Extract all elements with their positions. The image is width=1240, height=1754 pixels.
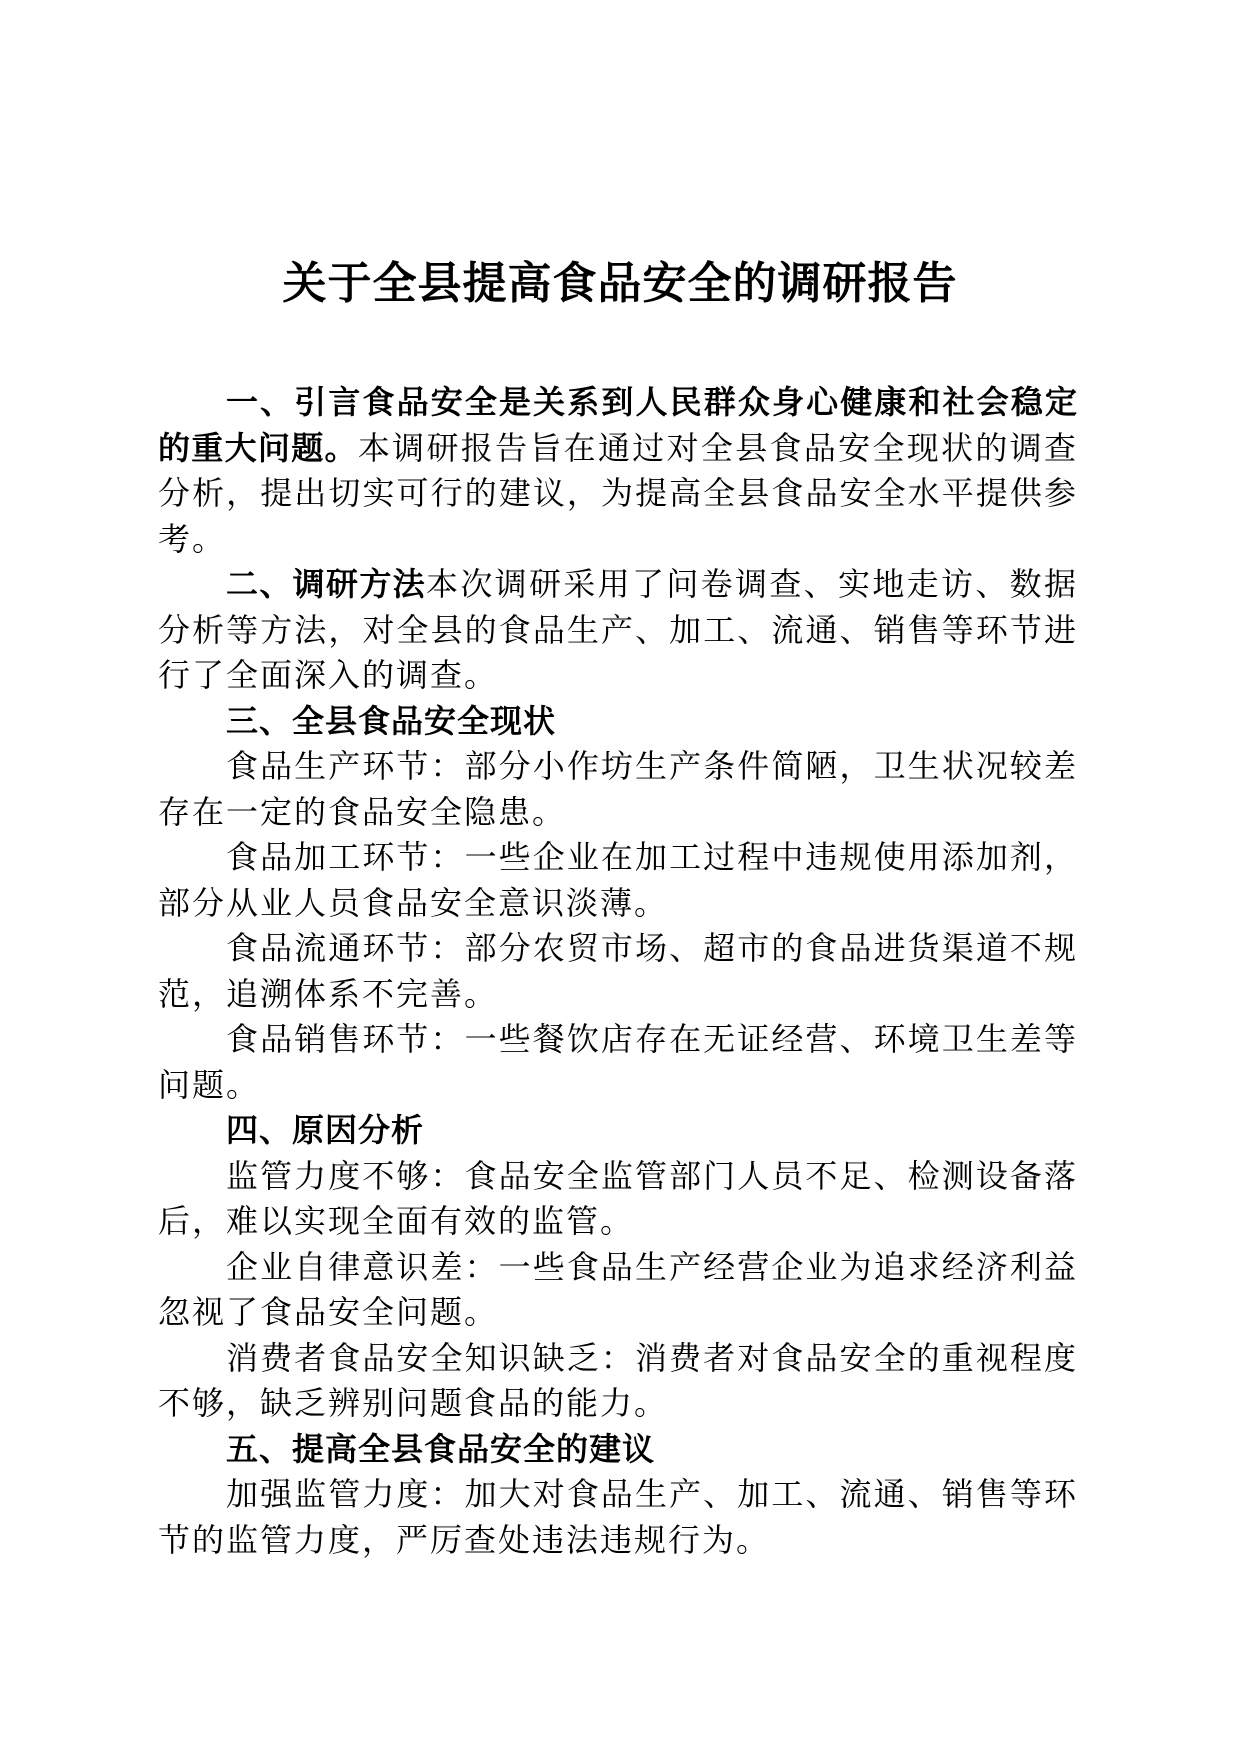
section-4-paragraph-1: 监管力度不够：食品安全监管部门人员不足、检测设备落后，难以实现全面有效的监管。 — [158, 1156, 1078, 1240]
section-3-paragraph-4: 食品销售环节：一些餐饮店存在无证经营、环境卫生差等问题。 — [158, 1020, 1078, 1104]
section-4-paragraph-2: 企业自律意识差：一些食品生产经营企业为追求经济利益忽视了食品安全问题。 — [158, 1247, 1078, 1331]
document-body — [158, 380, 1078, 1563]
section-2-heading: 二、调研方法 — [226, 565, 426, 603]
section-3-paragraph-2: 食品加工环节：一些企业在加工过程中违规使用添加剂，部分从业人员食品安全意识淡薄。 — [158, 838, 1078, 922]
section-5-paragraph-1: 加强监管力度：加大对食品生产、加工、流通、销售等环节的监管力度，严厉查处违法违规行为。 — [158, 1475, 1078, 1559]
section-1-paragraph — [158, 380, 1078, 562]
section-3-paragraph-3: 食品流通环节：部分农贸市场、超市的食品进货渠道不规范，追溯体系不完善。 — [158, 929, 1078, 1013]
section-1-heading: 一、引言食品安全是关系到人民群众身心健康和社会稳定的重大问题。 — [158, 383, 1078, 467]
section-4-paragraph-3: 消费者食品安全知识缺乏：消费者对食品安全的重视程度不够，缺乏辨别问题食品的能力。 — [158, 1338, 1078, 1422]
section-3-paragraph-1: 食品生产环节：部分小作坊生产条件简陋，卫生状况较差存在一定的食品安全隐患。 — [158, 747, 1078, 831]
section-2-paragraph — [158, 562, 1078, 699]
section-5-heading: 五、提高全县食品安全的建议 — [226, 1429, 656, 1468]
section-2-text: 本次调研采用了问卷调查、实地走访、数据分析等方法，对全县的食品生产、加工、流通、销售等环节进行了全面深入的调查。 — [158, 565, 1078, 694]
section-3-heading: 三、全县食品安全现状 — [226, 701, 557, 740]
section-4-heading: 四、原因分析 — [226, 1111, 425, 1149]
document-title: 关于全县提高食品安全的调研报告 — [282, 258, 958, 309]
section-1-text: 本调研报告旨在通过对全县食品安全现状的调查分析，提出切实可行的建议，为提高全县食品安全水平提供参考。 — [158, 428, 1078, 558]
